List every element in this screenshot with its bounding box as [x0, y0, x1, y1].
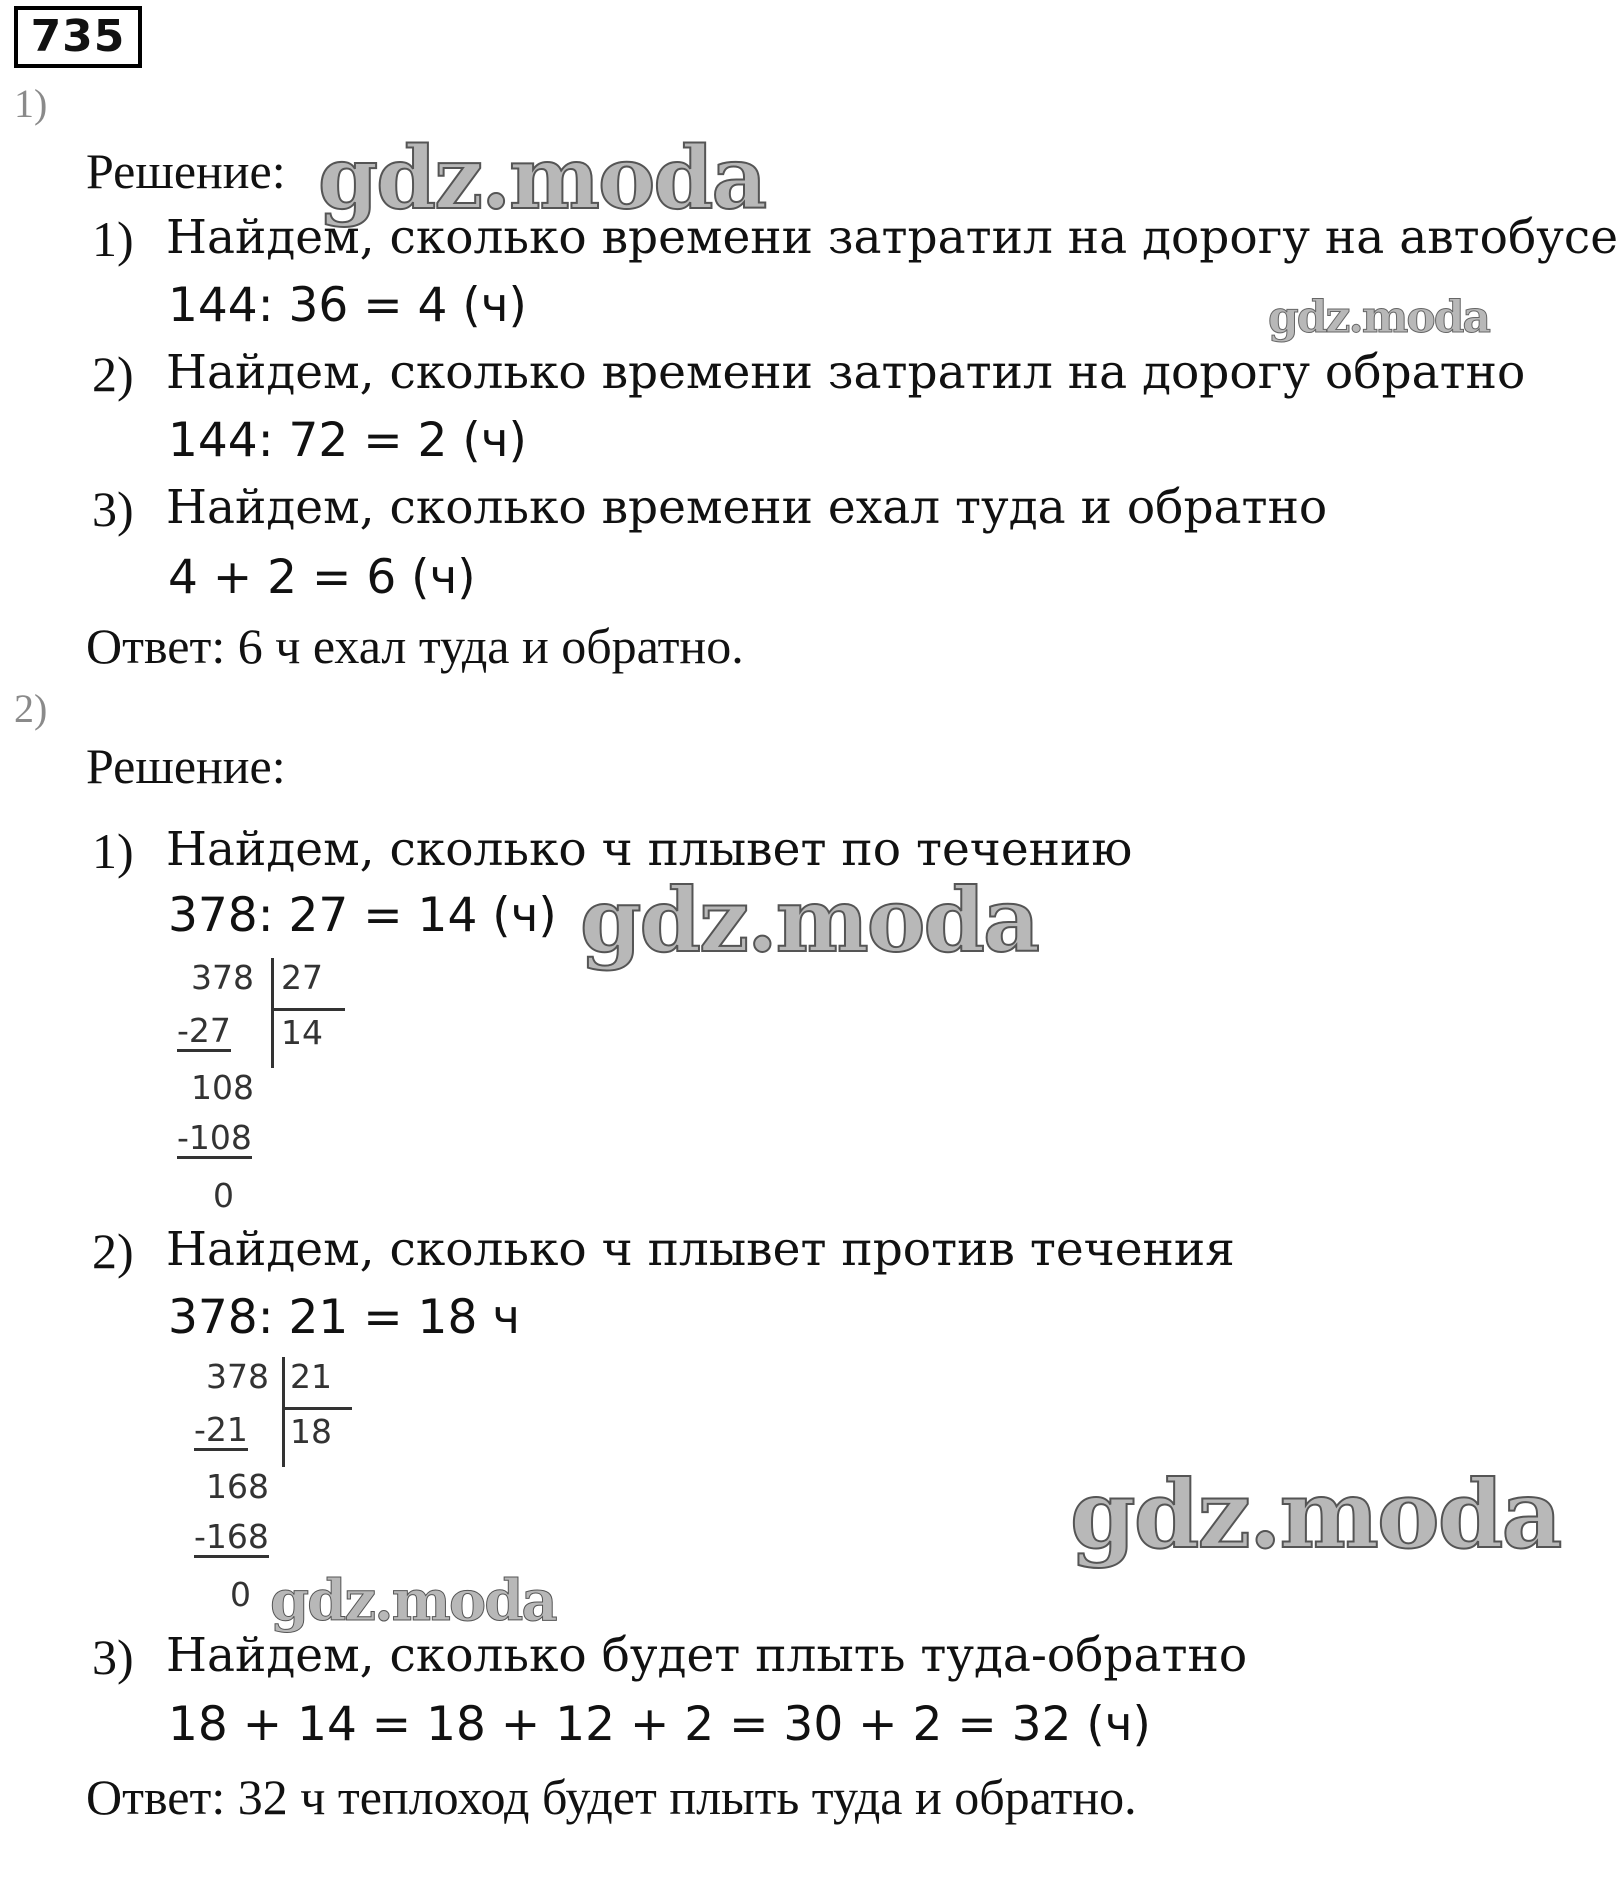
part-1-step-2-text: Найдем, сколько времени затратил на дорогу обратно	[166, 345, 1526, 400]
part-1-solution-label: Решение:	[86, 143, 286, 199]
part-2-label: 2)	[14, 686, 48, 731]
part-2-step-3-number: 3)	[92, 1629, 134, 1685]
ld1-division-bar	[271, 958, 274, 1068]
ld2-divisor: 21	[290, 1357, 332, 1396]
ld1-quotient: 14	[281, 1013, 323, 1052]
part-2-step-2-calc: 378: 21 = 18 ч	[168, 1290, 521, 1345]
part-2-step-3-text: Найдем, сколько будет плыть туда-обратно	[166, 1628, 1248, 1683]
part-1-label: 1)	[14, 81, 48, 126]
part-1-step-1-number: 1)	[92, 211, 134, 267]
ld2-quotient: 18	[290, 1412, 332, 1451]
part-1-step-3-text: Найдем, сколько времени ехал туда и обратно	[166, 480, 1328, 535]
part-2-step-1-calc: 378: 27 = 14 (ч)	[168, 888, 557, 943]
ld2-division-bar	[282, 1357, 285, 1467]
part-1-step-2-calc: 144: 72 = 2 (ч)	[168, 413, 527, 468]
ld2-dividend: 378	[206, 1357, 269, 1396]
part-2-step-3-calc: 18 + 14 = 18 + 12 + 2 = 30 + 2 = 32 (ч)	[168, 1697, 1151, 1752]
part-1-step-3-number: 3)	[92, 481, 134, 537]
part-2-step-2-number: 2)	[92, 1223, 134, 1279]
ld1-divisor: 27	[281, 958, 323, 997]
ld1-remainder-1: 108	[191, 1068, 254, 1107]
ld1-remainder-2: 0	[213, 1176, 234, 1215]
ld1-subtrahend-1: -27	[177, 1011, 231, 1050]
part-2-step-1-text: Найдем, сколько ч плывет по течению	[166, 822, 1133, 877]
part-2-solution-label: Решение:	[86, 738, 286, 794]
long-division-1	[175, 958, 345, 1218]
ld1-quotient-line	[271, 1008, 345, 1011]
watermark-logo: gdz.moda	[580, 868, 1039, 972]
part-1-answer: Ответ: 6 ч ехал туда и обратно.	[86, 618, 744, 674]
part-2-answer: Ответ: 32 ч теплоход будет плыть туда и обратно.	[86, 1769, 1137, 1825]
watermark-logo: gdz.moda	[318, 128, 766, 229]
ld2-remainder-2: 0	[230, 1575, 251, 1614]
ld2-quotient-line	[282, 1407, 352, 1410]
watermark-logo: gdz.moda	[1268, 292, 1490, 343]
ld2-subtrahend-2: -168	[194, 1517, 269, 1556]
part-2-step-1-number: 1)	[92, 823, 134, 879]
part-1-step-1-calc: 144: 36 = 4 (ч)	[168, 278, 527, 333]
ld2-remainder-1: 168	[206, 1467, 269, 1506]
part-1-step-3-calc: 4 + 2 = 6 (ч)	[168, 550, 476, 605]
part-1-step-1-text: Найдем, сколько времени затратил на дорогу на автобусе	[166, 210, 1619, 265]
ld1-subtrahend-2: -108	[177, 1118, 252, 1157]
problem-number: 735	[14, 6, 142, 68]
ld1-dividend: 378	[191, 958, 254, 997]
ld2-subtrahend-1: -21	[194, 1410, 248, 1449]
part-1-step-2-number: 2)	[92, 346, 134, 402]
watermark-logo: gdz.moda	[270, 1568, 556, 1634]
part-2-step-2-text: Найдем, сколько ч плывет против течения	[166, 1222, 1235, 1277]
watermark-logo: gdz.moda	[1070, 1460, 1561, 1570]
